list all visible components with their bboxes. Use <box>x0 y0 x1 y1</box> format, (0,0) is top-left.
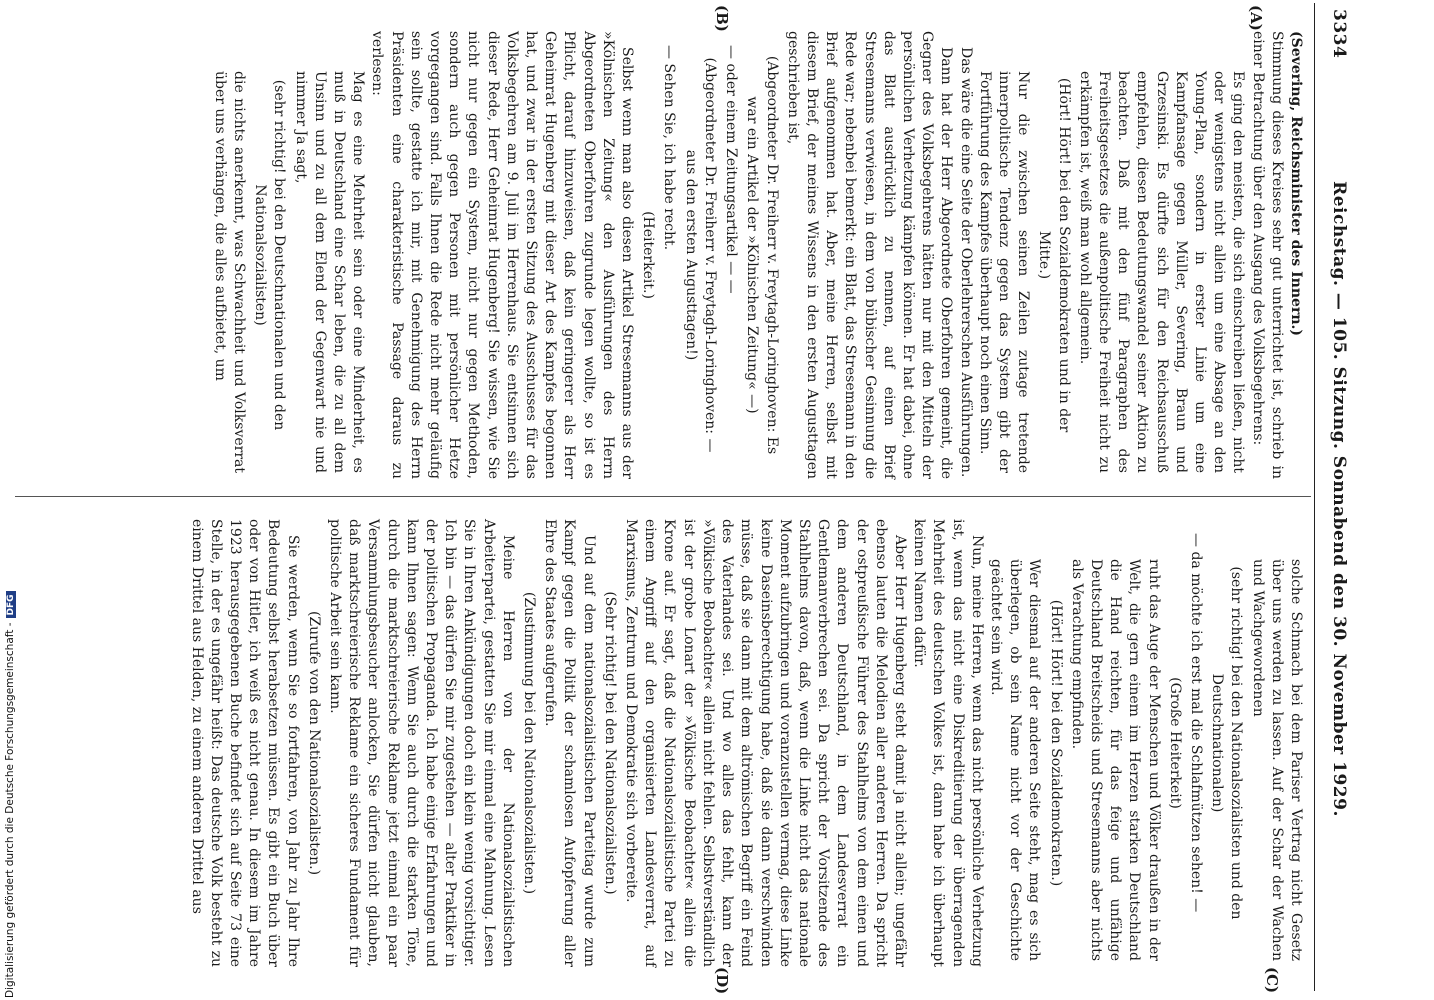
paragraph: Meine Herren von der Nationalsozialistischen Arbeiterpartei, gestatten Sie mir einmal eine Mahnung. Lesen Sie in Ihren Ankündigungen doch ein klein wenig vorsichtiger. Ich bin — das dürfen Sie mir zugestehen — alter Praktiker in der politischen Propaganda. Ich habe einige Erfahrungen und kann Ihnen sagen: Wenn Sie auch durch die starken Töne, durch die marktschreierische Reklame jetzt einmal ein paar Versammlungsbesucher anlocken, Sie dürfen nicht glauben, daß marktschreierische Reklame ein sicheres Fundament für politische Arbeit sein kann. <box>327 519 516 967</box>
digitization-note <box>4 594 16 998</box>
interjection: (sehr richtig! bei den Deutschnationalen und den Nationalsozialisten) <box>252 79 288 431</box>
interjection: (Zurufe von den Nationalsozialisten.) <box>305 610 322 876</box>
dash-line: — da möchte ich erst mal die Schlafmützen sehen! — <box>1187 533 1204 913</box>
quotation: Nur die zwischen seinen Zeilen zutage tretende innerpolitische Tendenz gegen das System gibt der Fortführung des Kampfes überhaupt noch einen Sinn. <box>976 71 1032 473</box>
quotation: die nichts anerkennt, was Schwachheit und Volksverrat über uns verhängen, die alles aufbietet, um <box>211 71 248 473</box>
dash-line: — Sehen Sie, ich habe recht. <box>661 45 678 251</box>
interjection: (Abgeordneter Dr. Freiherr v. Freytagh-Loringhoven: Es war ein Artikel der »Kölnischen Zeitung« —) <box>744 55 780 455</box>
page-title: Reichstag. — 105. Sitzung. Sonnabend den 30. November 1929. <box>1329 181 1349 817</box>
paragraph: Stimmung dieses Kreises sehr gut unterrichtet ist, schrieb in einer Betrachtung über den Ausgang des Volksbegehrens: <box>1249 31 1285 479</box>
document-page <box>1 1 1365 999</box>
paragraph: Dann hat der Herr Abgeordnete Oberfohren gemeint, die Gegner des Volksbegehrens hätten nur mit den Mitteln der persönlichen Verhetzung kämpfen können. Er hat dabei, ohne das Blatt ausdrücklich zu nennen, auf einen Brief Stresemanns verwiesen, in dem von bübischer Gesinnung die Rede war; nebenbei bemerkt: ein Blatt, das Stresemann in den Brief aufgenommen hat. Aber, meine Herren, selbst mit diesem Brief, der meines Wissens in den ersten Augusttagen geschrieben ist, <box>784 31 955 479</box>
page-header <box>1319 9 1359 989</box>
left-column <box>210 31 1305 479</box>
speaker-line: (Severing, Reichsminister des Innern.) <box>1288 31 1304 336</box>
margin-mark-c: (C) <box>1263 967 1281 994</box>
margin-mark-d: (D) <box>713 967 731 995</box>
paragraph: Aber Herr Hugenberg steht damit ja nicht allein; ungefähr ebenso lauten die Melodien aller anderen Herren. Da spricht der ostpreußische Führer des Stahlhelms von dem einen und dem anderen Deutschland, in dem Landesverrat ein Gentlemanverbrechen sei. Da spricht der Vorsitzende des Stahlhelms davon, daß, wenn die Linke nicht das nationale Moment aufzubringen und voranzustellen vermag, diese Linke keine Daseinsberechtigung habe, daß sie dann verschwinden müsse, daß sie dann mit dem altrömischen Begriff ein Feind des Vaterlandes sei. Und wo alles das fehlt, kann der »Völkische Beobachter« allein nicht fehlen. Selbstverständlich ist der grobe Lonart der »Völkische Beobachter« allein die Krone auf. Er sagt, daß die Nationalsozialistische Partei zu einem Angriff auf den organisierten Landesverrat, auf Marxismus, Zentrum und Demokratie sich vorbereite. <box>623 519 908 967</box>
paragraph: Das wäre die eine Seite der Oberlehrerschen Ausführungen. <box>957 47 974 478</box>
margin-mark-b: (B) <box>713 5 731 32</box>
paragraph: Sie werden, wenn Sie so fortfahren, von Jahr zu Jahr Ihre Bedeutung selbst herabsetzen müssen. Es gibt ein Buch über oder von Hitler, ich weiß es nicht genau. In diesem im Jahre 1923 herausgegebenen Buche befindet sich auf Seite 73 eine Stelle, in der es ungefähr heißt: Das deutsche Volk besteht zu einem Drittel aus Helden, zu einem anderen Drittel aus <box>188 519 301 967</box>
interjection: (Heiterkeit.) <box>640 211 657 299</box>
header-rule <box>1314 3 1315 991</box>
dash-line: — oder einem Zeitungsartikel — — <box>723 45 740 294</box>
page-number: 3334 <box>1329 9 1349 59</box>
interjection: (Zustimmung bei den Nationalsozialisten.) <box>521 591 538 895</box>
quotation: Wer diesmal auf der anderen Seite steht, mag es sich überlegen, ob sein Name nicht vor der Geschichte geächtet sein wird. <box>987 559 1043 961</box>
paragraph: Und auf dem nationalsozialistischen Parteitag wurde zum Kampf gegen die Politik der schamlosen Aufopferung aller Ehre des Staates aufgerufen. <box>542 519 597 967</box>
paragraph: Nun, meine Herren, wenn das nicht persönliche Verhetzung ist, wenn das nicht eine Diskreditierung der überragenden Mehrheit des deutschen Volkes ist, dann habe ich überhaupt keinen Namen dafür. <box>911 519 985 967</box>
quotation: solche Schmach bei dem Pariser Vertrag nicht Gesetz über uns werden zu lassen. Auf der Schar der Wachen und Wachgewordenen <box>1249 559 1304 961</box>
quotation: ruht das Auge der Menschen und Völker draußen in der Welt, die gern einem im Herzen starken Deutschland die Hand reichten, für das feige und unfähige Deutschland Breitscheids und Stresemanns aber nichts als Verachtung empfinden. <box>1068 559 1162 961</box>
interjection: (Sehr richtig! bei den Nationalsozialisten.) <box>601 591 618 895</box>
quotation: Mag es eine Mehrheit sein oder eine Minderheit, es muß in Deutschland eine Schar leben, die zu all dem Unsinn und zu all dem Elend der Gegenwart nie und nimmer Ja sagt, <box>292 71 367 473</box>
dfg-logo: DFG <box>6 591 16 618</box>
interjection: (Große Heiterkeit) <box>1166 677 1183 809</box>
quotation: Es ging den meisten, die sich einschreiben ließen, nicht oder wenigstens nicht allein um eine Absage an den Young-Plan, sondern in erster Linie um eine Kampfansage gegen Müller, Severing, Braun und Grzesinski. Es dürfte sich für den Reichsausschuß empfehlen, diesen Bedeutungswandel seiner Aktion zu beachten. Daß mit den fünf Paragraphen des Freiheitsgesetzes die außenpolitische Freiheit nicht zu erkämpfen ist, weiß man wohl allgemein. <box>1076 71 1247 473</box>
column-divider <box>15 496 1311 497</box>
digitization-note-text: Digitalisierung gefördert durch die Deutsche Forschungsgemeinschaft - <box>4 622 16 998</box>
right-column <box>186 519 1305 967</box>
interjection: (Hört! Hört! bei den Sozialdemokraten.) <box>1047 599 1064 887</box>
margin-mark-a: (A) <box>1247 5 1265 31</box>
interjection: (Hört! Hört! bei den Sozialdemokraten und in der Mitte.) <box>1036 77 1072 433</box>
interjection: (Abgeordneter Dr. Freiherr v. Freytagh-Loringhoven: — aus den ersten Augusttagen!) <box>682 57 718 453</box>
paragraph: Selbst wenn man also diesen Artikel Stresemanns aus der »Kölnischen Zeitung« den Ausführungen des Herrn Abgeordneten Oberfohren zugrunde legen wollte, so ist es Pflicht, darauf hinzuweisen, daß kein geringerer als Herr Geheimrat Hugenberg mit dieser Art des Kampfes begonnen hat, und zwar in der ersten Sitzung des Ausschusses für das Volksbegehren am 9. Juli im Herrenhaus. Sie entsinnen sich dieser Rede, Herr Geheimrat Hugenberg! Sie wissen, wie Sie nicht nur gegen ein System, nicht nur gegen Methoden, sondern auch gegen Personen mit persönlicher Hetze vorgegangen sind. Falls Ihnen die Rede nicht mehr geläufig sein sollte, gestatte ich mir, mit Genehmigung des Herrn Präsidenten eine charakteristische Passage daraus zu verlesen: <box>369 31 636 479</box>
interjection: (sehr richtig! bei den Nationalsozialisten und den Deutschnationalen) <box>1209 566 1245 920</box>
